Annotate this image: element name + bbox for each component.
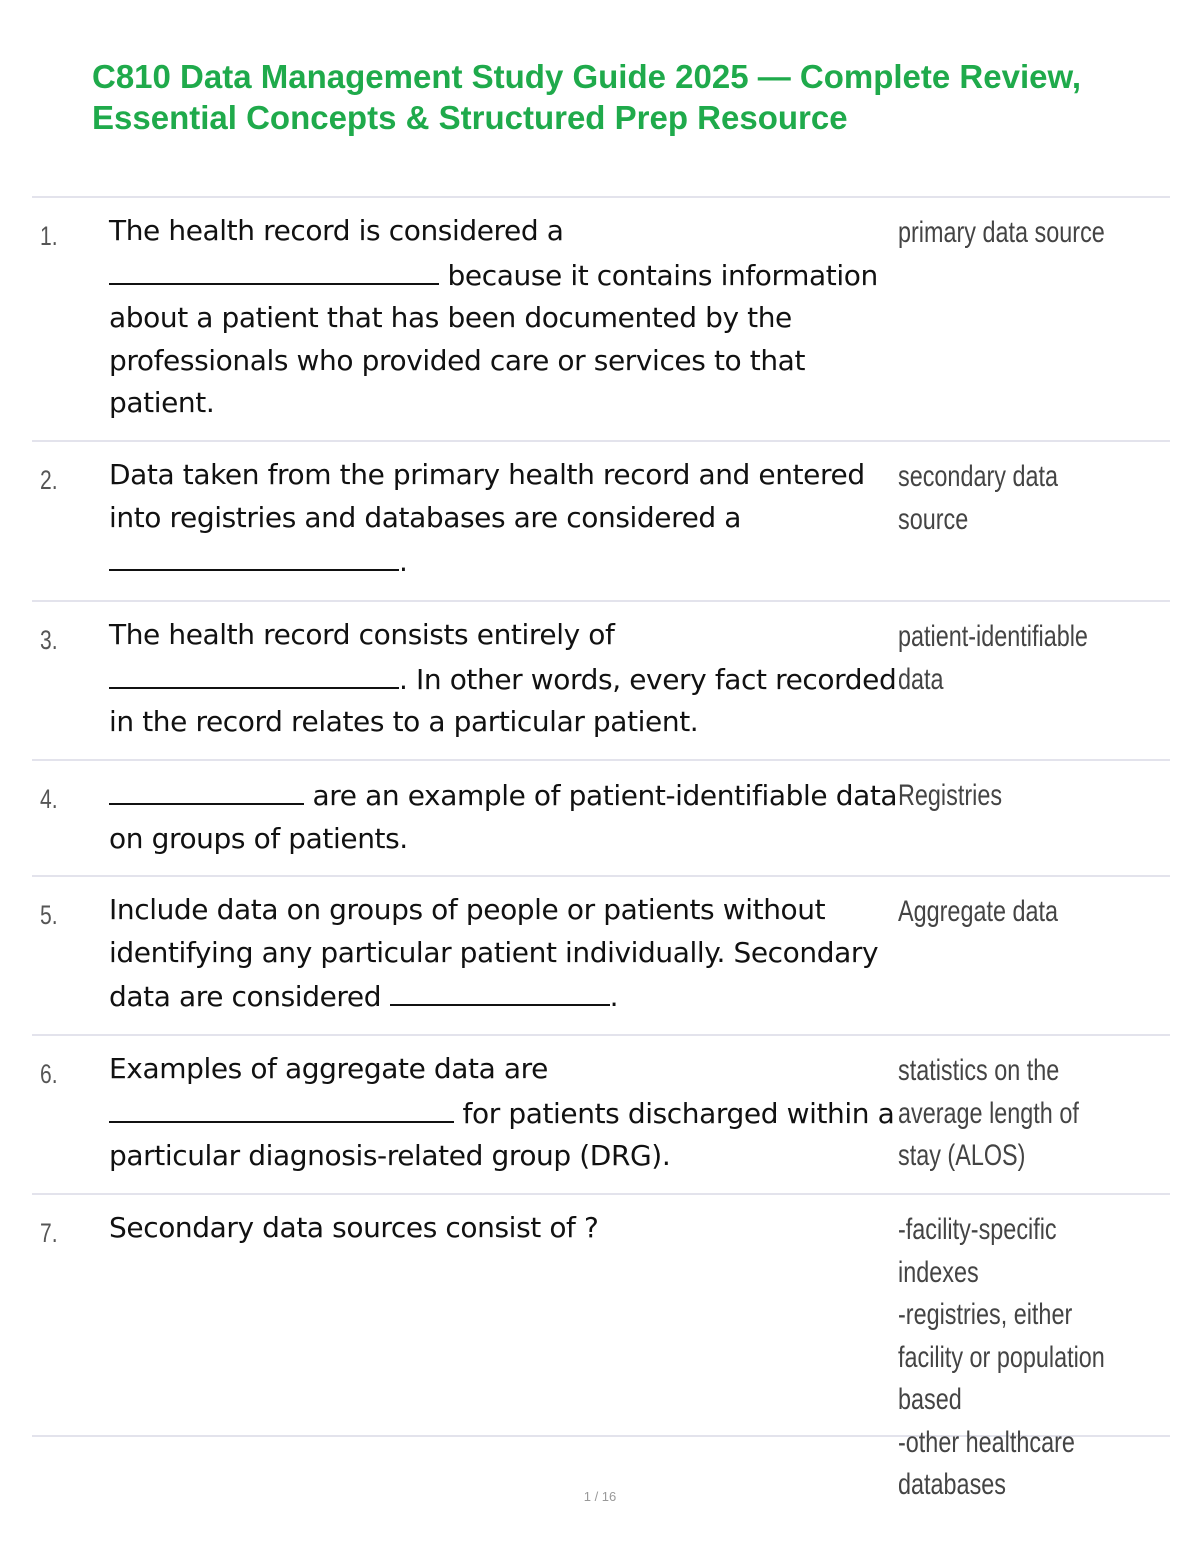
card-number: 3.	[40, 625, 58, 655]
flashcard	[32, 759, 1170, 875]
flashcard	[32, 1034, 1170, 1193]
question-text: The health record consists entirely of	[109, 618, 615, 651]
card-number: 1.	[40, 221, 58, 251]
card-answer: statistics on the average length of stay (ALOS)	[898, 1054, 1079, 1172]
card-answer: Aggregate data	[898, 895, 1059, 928]
question-text: Include data on groups of people or patients without identifying any particular patient individually. Secondary data are considered	[109, 893, 879, 1013]
card-answer: Registries	[898, 779, 1003, 812]
page-title: C810 Data Management Study Guide 2025 — Complete Review, Essential Concepts & Structured Prep Resource	[92, 58, 1082, 136]
card-question	[109, 454, 899, 584]
flashcard	[32, 600, 1170, 759]
question-text: Examples of aggregate data are	[109, 1052, 548, 1085]
card-question	[109, 773, 899, 860]
question-text: Secondary data sources consist of ?	[109, 1211, 599, 1244]
card-number: 6.	[40, 1059, 58, 1089]
question-text: .	[399, 545, 408, 578]
card-number: 7.	[40, 1218, 58, 1248]
card-number: 4.	[40, 784, 58, 814]
flashcard	[32, 196, 1170, 440]
card-number: 5.	[40, 900, 58, 930]
question-text: Data taken from the primary health record and entered into registries and databases are considered a	[109, 458, 865, 534]
card-question	[109, 210, 899, 425]
answer-blank	[109, 1091, 454, 1123]
card-question	[109, 889, 899, 1019]
question-text: . In other words, every fact recorded in the record relates to a particular patient.	[109, 662, 897, 738]
card-answer: -facility-specific indexes -registries, either facility or population based -other healthcare databases	[898, 1213, 1105, 1501]
card-question	[109, 1048, 899, 1178]
flashcard	[32, 875, 1170, 1034]
answer-blank	[390, 974, 610, 1006]
card-answer: patient-identifiable data	[898, 620, 1088, 696]
card-question	[109, 614, 899, 744]
card-number: 2.	[40, 465, 58, 495]
card-answer: primary data source	[898, 216, 1105, 249]
flashcard	[32, 440, 1170, 600]
card-answer: secondary data source	[898, 460, 1059, 536]
card-question	[109, 1207, 899, 1250]
answer-blank	[109, 657, 399, 689]
page-indicator: 1 / 16	[583, 1489, 617, 1504]
answer-blank	[109, 773, 304, 805]
question-text: The health record is considered a	[109, 214, 564, 247]
answer-blank	[109, 253, 439, 285]
question-text: .	[609, 980, 619, 1013]
question-text: for patients discharged within a particular diagnosis-related group (DRG).	[109, 1096, 895, 1172]
answer-blank	[109, 539, 399, 571]
question-text: because it contains information about a patient that has been documented by the professionals who provided care or services to that patient.	[109, 258, 878, 419]
question-text: are an example of patient-identifiable data on groups of patients.	[109, 779, 898, 855]
